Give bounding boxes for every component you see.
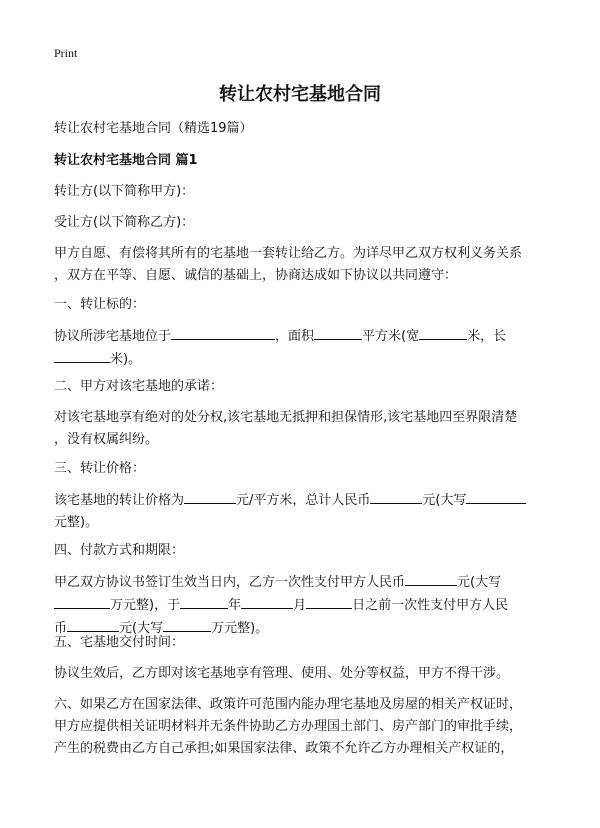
s3-text-total: 元/平方米，总计人民币 (236, 493, 371, 508)
blank-capital (466, 489, 526, 504)
blank-second-amount (67, 617, 119, 632)
intro-paragraph (54, 243, 546, 287)
s1-text-end: 米)。 (110, 352, 142, 367)
section-1-line-1 (54, 325, 546, 348)
s1-text-length: 米，长 (467, 329, 507, 344)
blank-width (419, 325, 467, 340)
section-5-body: 协议生效后，乙方即对该宅基地享有管理、使用、处分等权益，甲方不得干涉。 (54, 666, 510, 681)
document-title: 转让农村宅基地合同 (219, 84, 381, 105)
blank-pay-capital (54, 594, 110, 609)
section-6-line-2: 甲方应提供相关证明材料并无条件协助乙方办理国土部门、房产部门的审批手续， (54, 719, 523, 734)
transferee-line: 受让方(以下简称乙方)： (54, 215, 195, 230)
blank-month (241, 594, 293, 609)
s1-text-width: 平方米(宽 (362, 329, 420, 344)
section-3-line-1 (54, 489, 546, 512)
blank-area (314, 325, 362, 340)
s4-text-by: 万元整)，于 (110, 598, 181, 613)
s4-text-year: 年 (228, 598, 242, 613)
section-2-body (54, 407, 546, 451)
section-2-line-2: ，没有权属纠纷。 (54, 432, 159, 447)
section-3-heading: 三、转让价格： (54, 461, 146, 476)
section-1-body (54, 325, 546, 371)
transferor-line: 转让方(以下简称甲方)： (54, 184, 195, 199)
blank-unit-price (184, 489, 236, 504)
section-3-body (54, 489, 546, 534)
blank-second-capital (163, 617, 211, 632)
s4-text-day: 日之前一次性支付甲方人民 (352, 598, 509, 613)
s3-text-capital: 元(大写 (422, 493, 467, 508)
s4-text-pay: 甲乙双方协议书签订生效当日内，乙方一次性支付甲方人民币 (54, 575, 406, 590)
blank-length (54, 348, 110, 363)
section-3-line-2: 元整)。 (54, 515, 99, 530)
section-5-heading: 五、宅基地交付时间： (54, 635, 185, 650)
section-4-heading: 四、付款方式和期限： (54, 543, 185, 558)
print-label: Print (54, 46, 78, 60)
blank-total (370, 489, 422, 504)
intro-line-2: ，双方在平等、自愿、诚信的基础上，协商达成如下协议以共同遵守： (54, 268, 458, 283)
s4-text-end: 万元整)。 (211, 621, 269, 636)
section-6-body (54, 694, 546, 760)
subtitle: 转让农村宅基地合同（精选19篇） (54, 121, 253, 136)
s4-text-capital-2: 元(大写 (119, 621, 164, 636)
s4-text-month: 月 (293, 598, 307, 613)
section-4-body (54, 571, 546, 640)
section-1-line-2 (54, 348, 546, 371)
s1-text-location: 协议所涉宅基地位于 (54, 329, 172, 344)
s4-text-currency: 币 (54, 621, 68, 636)
blank-year (180, 594, 228, 609)
blank-day (306, 594, 352, 609)
intro-line-1: 甲方自愿、有偿将其所有的宅基地一套转让给乙方。为详尽甲乙双方权利义务关系 (54, 246, 523, 261)
part-heading: 转让农村宅基地合同 篇1 (54, 153, 198, 168)
s1-text-area: ，面积 (275, 329, 315, 344)
section-2-line-1: 对该宅基地享有绝对的处分权,该宅基地无抵押和担保情形,该宅基地四至界限清楚 (54, 410, 518, 425)
blank-location (171, 325, 275, 340)
section-2-heading: 二、甲方对该宅基地的承诺： (54, 379, 224, 394)
section-6-line-3: 产生的税费由乙方自己承担;如果国家法律、政策不允许乙方办理相关产权证的， (54, 741, 514, 756)
section-6-line-1: 六、如果乙方在国家法律、政策许可范围内能办理宅基地及房屋的相关产权证时， (54, 697, 523, 712)
blank-pay-amount (405, 571, 457, 586)
section-4-line-1 (54, 571, 546, 594)
s4-text-capital: 元(大写 (457, 575, 502, 590)
section-1-heading: 一、转让标的： (54, 297, 146, 312)
s3-text-price: 该宅基地的转让价格为 (54, 493, 185, 508)
section-4-line-2 (54, 594, 546, 617)
